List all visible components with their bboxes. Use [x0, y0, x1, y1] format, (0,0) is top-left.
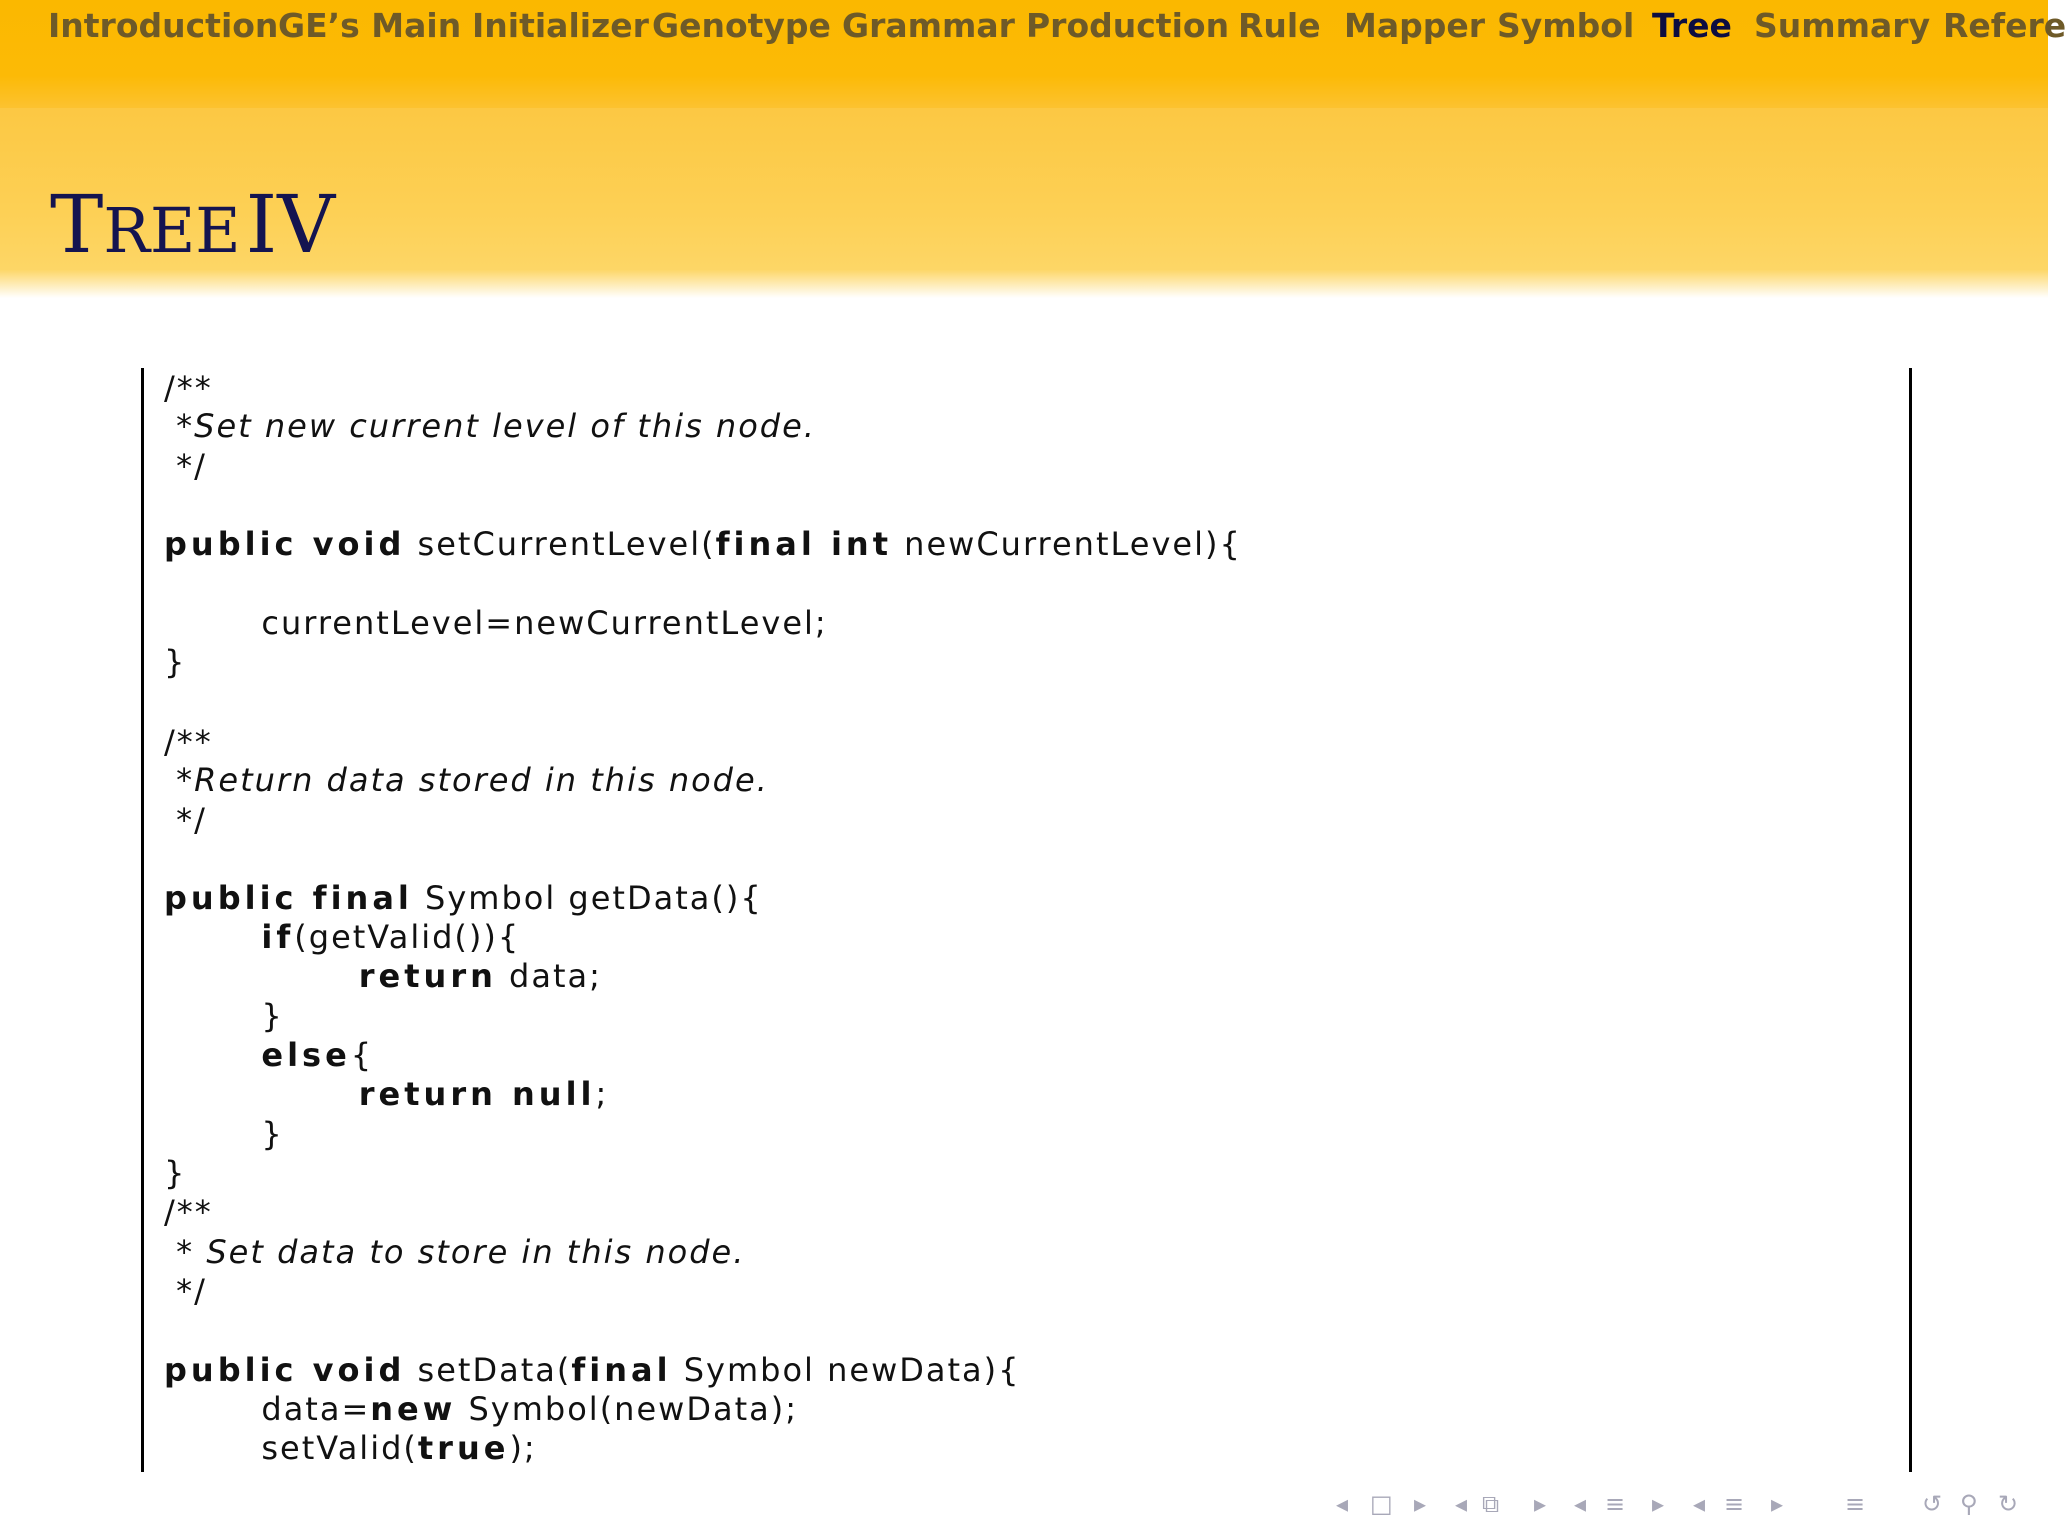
nav-item-genotype[interactable]: Genotype	[652, 6, 831, 45]
code-line: /**	[164, 1193, 213, 1231]
code-listing	[141, 368, 1912, 1472]
nav-item-grammar[interactable]: Grammar	[842, 6, 1015, 45]
prev-section-icon[interactable]: ◂	[1574, 1490, 1587, 1518]
code-line: public final Symbol getData(){	[164, 879, 763, 917]
code-line: * Set data to store in this node.	[164, 1233, 746, 1271]
next-presentation-icon[interactable]: ▸	[1771, 1490, 1784, 1518]
prev-frame-icon[interactable]: ◂	[1336, 1490, 1349, 1518]
next-section-icon[interactable]: ▸	[1652, 1490, 1665, 1518]
subsection-icon[interactable]: ⧉	[1482, 1490, 1500, 1518]
code-line: return data;	[358, 957, 602, 995]
nav-item-summary[interactable]: Summary	[1754, 6, 1931, 45]
frame-title-rest: REE	[103, 194, 241, 267]
presentation-icon[interactable]: ≡	[1724, 1490, 1745, 1518]
search-icon[interactable]: ⚲	[1960, 1490, 1978, 1518]
code-line: */	[164, 447, 207, 485]
redo-icon[interactable]: ↻	[1998, 1490, 2019, 1518]
code-line: }	[164, 997, 284, 1035]
code-line: public void setCurrentLevel(final int newCurrentLevel){	[164, 525, 1242, 563]
next-frame-icon[interactable]: ▸	[1414, 1490, 1427, 1518]
code-line: currentLevel=newCurrentLevel;	[164, 604, 828, 642]
prev-subsection-icon[interactable]: ◂	[1455, 1490, 1468, 1518]
nav-item-production[interactable]: Production	[1026, 6, 1230, 45]
section-icon[interactable]: ≡	[1605, 1490, 1626, 1518]
code-line: *Return data stored in this node.	[164, 761, 769, 799]
nav-item-tree[interactable]: Tree	[1652, 6, 1732, 45]
code-line: *Set new current level of this node.	[164, 407, 816, 445]
nav-item-introduction[interactable]: Introduction	[48, 6, 279, 45]
code-line: /**	[164, 369, 213, 407]
undo-icon[interactable]: ↺	[1922, 1490, 1943, 1518]
nav-item-symbol[interactable]: Symbol	[1497, 6, 1635, 45]
nav-item-rule[interactable]: Rule	[1238, 6, 1321, 45]
frame-title	[50, 178, 336, 271]
frame-icon[interactable]: □	[1370, 1490, 1393, 1518]
nav-item-initializer[interactable]: Initializer	[472, 6, 649, 45]
code-line: setValid(true);	[164, 1429, 537, 1467]
outline-icon[interactable]: ≡	[1845, 1490, 1866, 1518]
frame-title-initial: T	[50, 178, 104, 271]
nav-item-mapper[interactable]: Mapper	[1344, 6, 1486, 45]
code-line: }	[164, 643, 187, 681]
code-line: }	[164, 1115, 284, 1153]
code-line: if(getValid()){	[261, 918, 521, 956]
code-line: */	[164, 801, 207, 839]
code-line: return null;	[358, 1075, 609, 1113]
code-line: }	[164, 1154, 187, 1192]
prev-presentation-icon[interactable]: ◂	[1693, 1490, 1706, 1518]
code-line: public void setData(final Symbol newData){	[164, 1351, 1021, 1389]
code-line: */	[164, 1272, 207, 1310]
section-navbar	[0, 0, 2066, 108]
code-line: else{	[261, 1036, 374, 1074]
code-line: data=new Symbol(newData);	[164, 1390, 798, 1428]
code-line: /**	[164, 723, 213, 761]
nav-item-refere[interactable]: Refere	[1943, 6, 2066, 45]
nav-item-ge-s-main[interactable]: GE’s Main	[278, 6, 462, 45]
next-subsection-icon[interactable]: ▸	[1534, 1490, 1547, 1518]
frame-title-numeral: IV	[245, 178, 336, 271]
